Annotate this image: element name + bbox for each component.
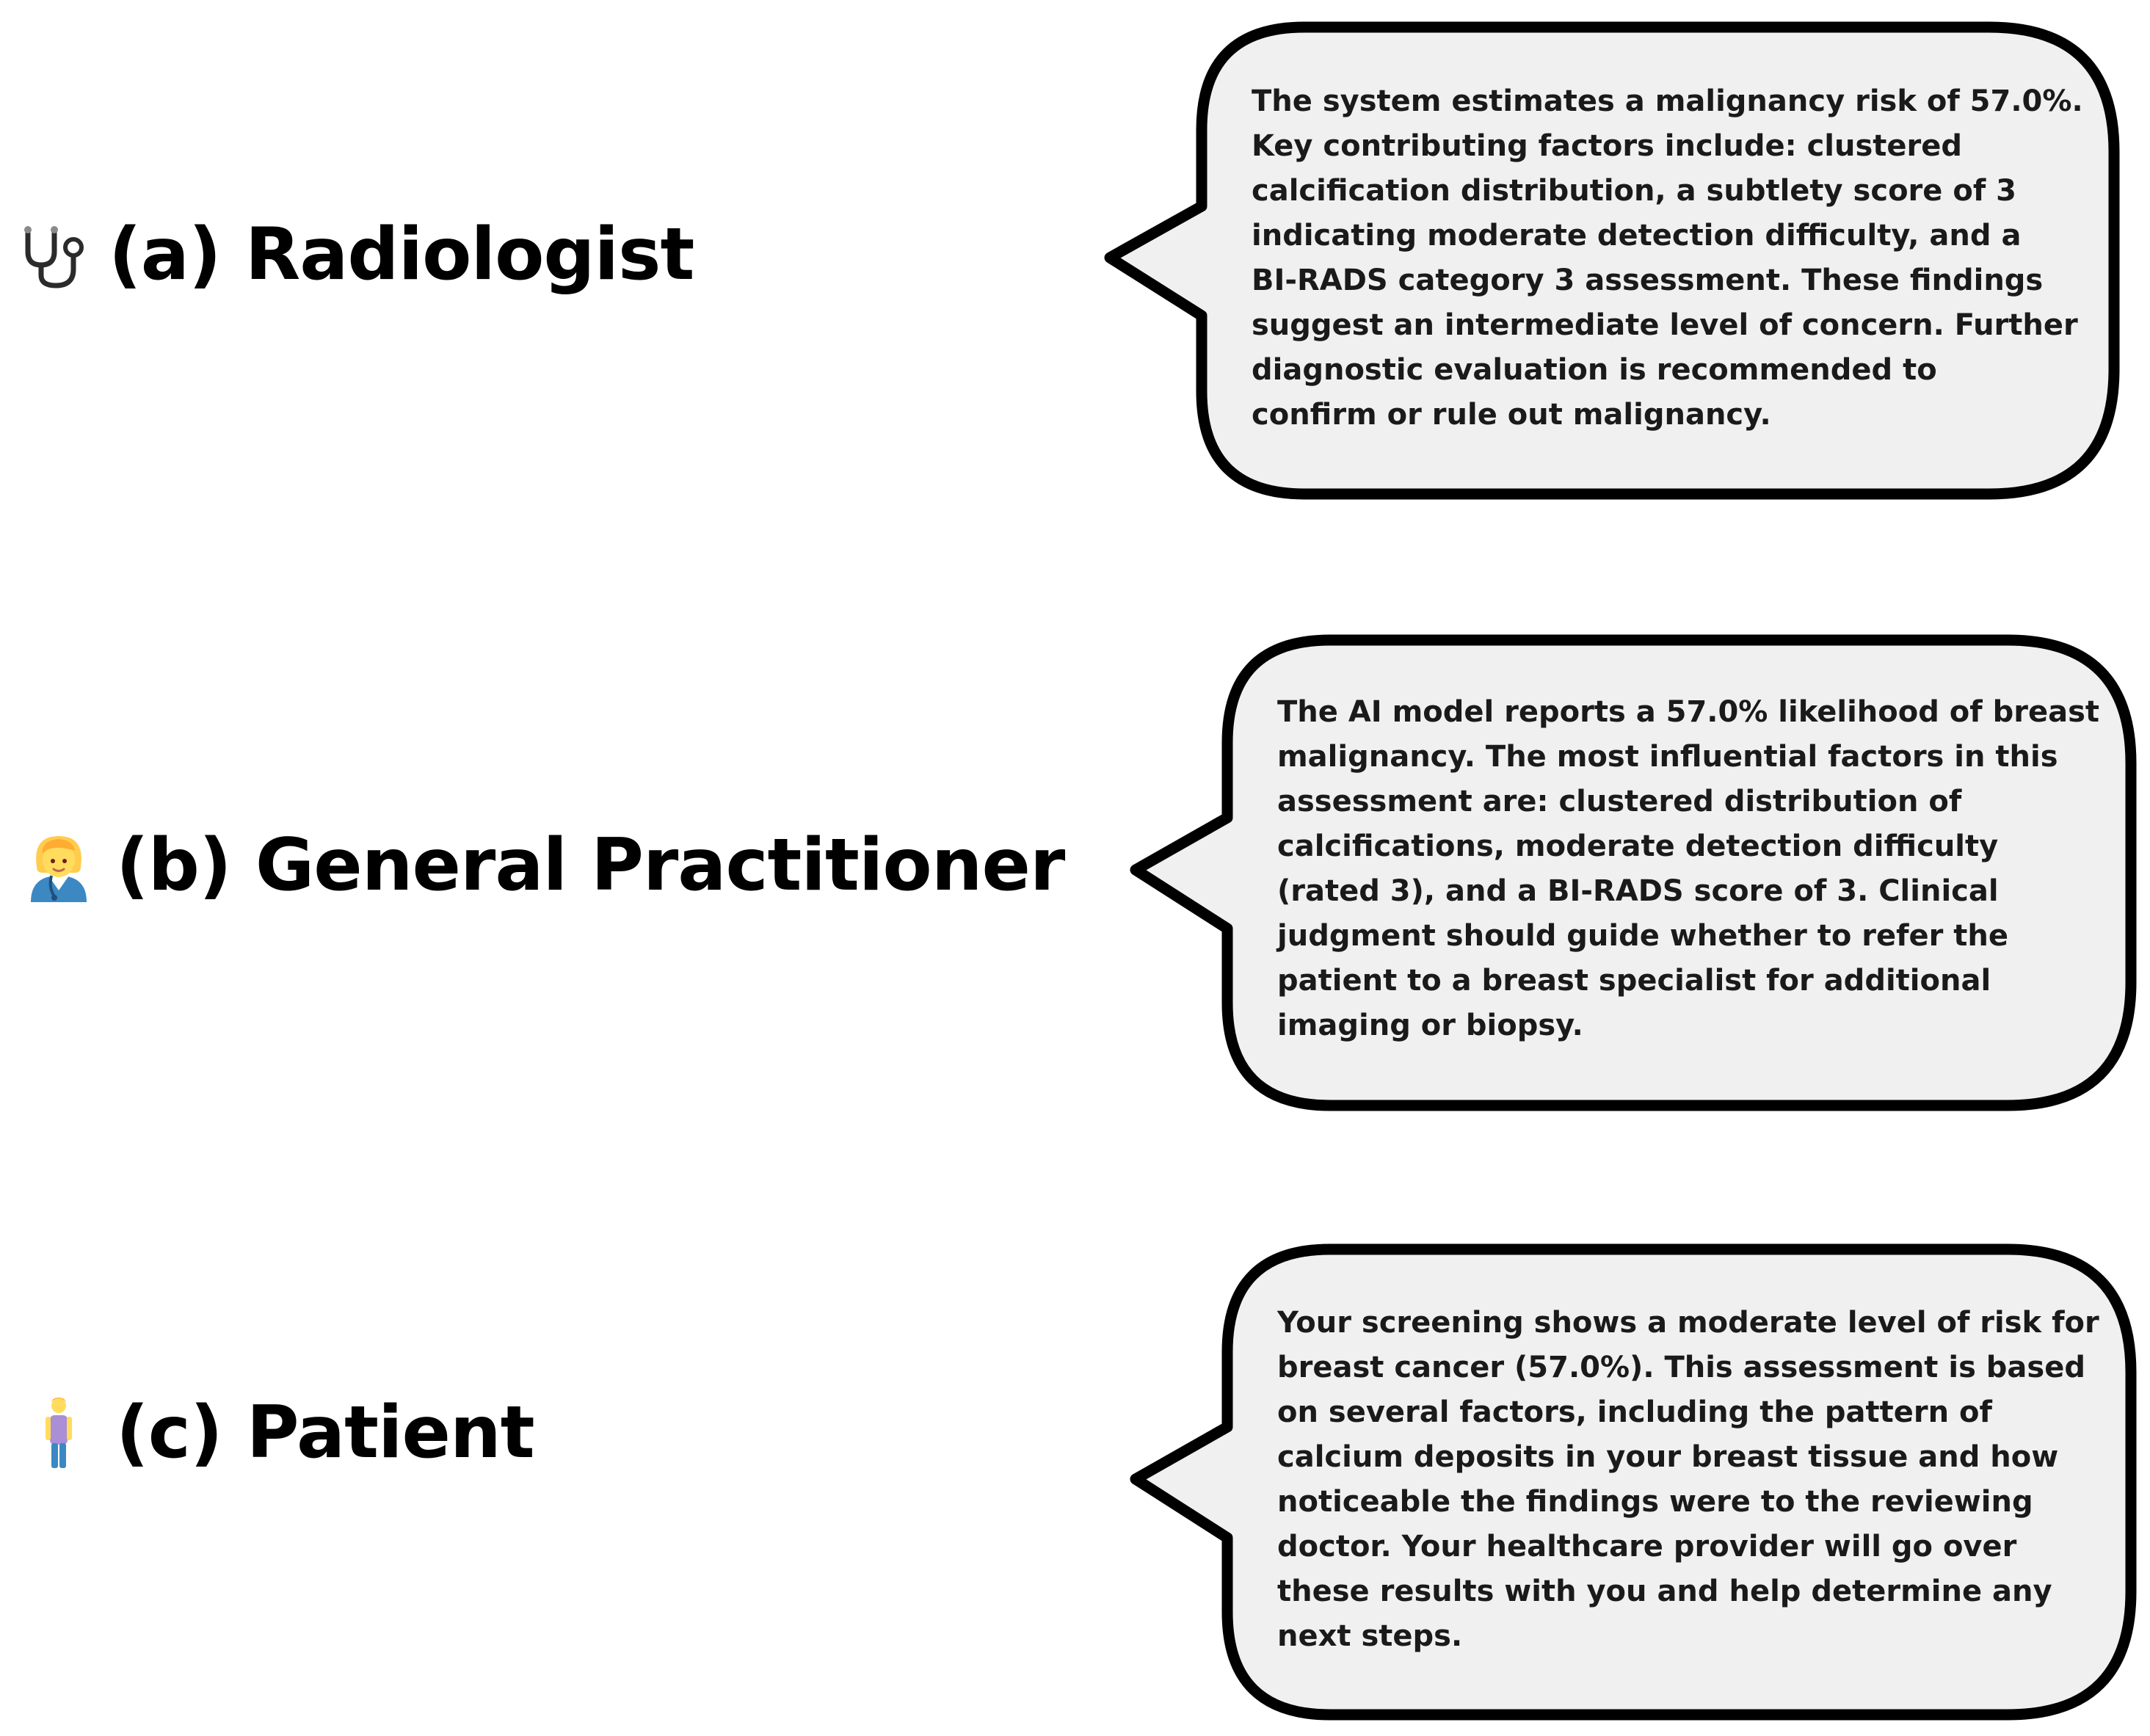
message-line: suggest an intermediate level of concern. Further bbox=[1252, 308, 2078, 342]
message-line: confirm or rule out malignancy. bbox=[1252, 398, 1771, 432]
role-label-radiologist bbox=[15, 213, 694, 297]
message-line: noticeable the findings were to the reviewing bbox=[1277, 1485, 2033, 1519]
message-line: patient to a breast specialist for additional bbox=[1277, 964, 1991, 998]
health-worker-icon bbox=[22, 829, 95, 902]
message-line: BI-RADS category 3 assessment. These findings bbox=[1252, 264, 2044, 297]
message-line: calcium deposits in your breast tissue and how bbox=[1277, 1440, 2059, 1474]
role-label-general-practitioner bbox=[22, 824, 1064, 907]
stethoscope-icon bbox=[15, 218, 88, 291]
message-line: judgment should guide whether to refer the bbox=[1277, 919, 2009, 953]
message-line: indicating moderate detection difficulty, and a bbox=[1252, 219, 2022, 253]
message-line: these results with you and help determine any bbox=[1277, 1575, 2052, 1608]
message-line: on several factors, including the pattern of bbox=[1277, 1395, 1992, 1429]
message-line: doctor. Your healthcare provider will go over bbox=[1277, 1530, 2017, 1564]
role-label-text: (c) Patient bbox=[116, 1391, 534, 1475]
person-icon bbox=[22, 1396, 95, 1470]
message-line: (rated 3), and a BI-RADS score of 3. Clinical bbox=[1277, 874, 1999, 908]
role-label-text: (b) General Practitioner bbox=[116, 824, 1065, 907]
message-line: diagnostic evaluation is recommended to bbox=[1252, 353, 1937, 387]
radiologist-message bbox=[1252, 79, 2083, 437]
message-line: next steps. bbox=[1277, 1619, 1463, 1653]
general-practitioner-message bbox=[1277, 690, 2099, 1048]
message-line: The AI model reports a 57.0% likelihood of breast bbox=[1277, 695, 2100, 729]
role-label-text: (a) Radiologist bbox=[109, 213, 694, 297]
role-label-patient bbox=[22, 1391, 534, 1475]
message-line: calcification distribution, a subtlety score of 3 bbox=[1252, 174, 2016, 208]
message-line: breast cancer (57.0%). This assessment is based bbox=[1277, 1351, 2085, 1384]
message-line: Key contributing factors include: clustered bbox=[1252, 129, 1963, 163]
message-line: assessment are: clustered distribution of bbox=[1277, 785, 1962, 818]
patient-message bbox=[1277, 1301, 2099, 1659]
message-line: malignancy. The most influential factors in this bbox=[1277, 740, 2058, 774]
message-line: The system estimates a malignancy risk of 57.0%. bbox=[1252, 84, 2083, 118]
message-line: imaging or biopsy. bbox=[1277, 1009, 1583, 1042]
message-line: Your screening shows a moderate level of risk for bbox=[1277, 1306, 2099, 1340]
message-line: calcifications, moderate detection difficulty bbox=[1277, 829, 1999, 863]
